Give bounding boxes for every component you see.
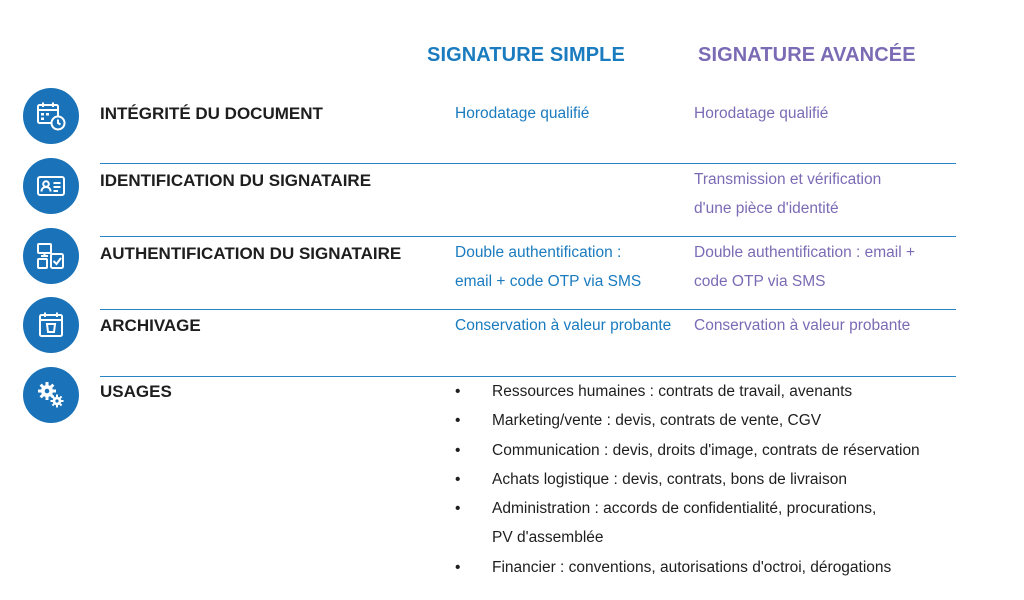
cell-line: Horodatage qualifié (455, 105, 590, 122)
usages-list (455, 377, 955, 582)
column-header-simple: SIGNATURE SIMPLE (427, 44, 625, 66)
cell-line: Conservation à valeur probante (694, 317, 911, 334)
row-divider (100, 236, 956, 237)
list-item (455, 553, 955, 582)
list-item-text: Marketing/vente : devis, contrats de vente, CGV (492, 412, 822, 430)
archive-calendar-icon (23, 297, 79, 353)
bullet: • (455, 558, 461, 576)
cell-line: Transmission et vérification (694, 171, 882, 188)
cell-archivage-simple (455, 311, 685, 340)
cell-integrite-simple (455, 99, 685, 128)
cell-line: email + code OTP via SMS (455, 273, 642, 290)
bullet: • (455, 500, 461, 518)
row-divider (100, 309, 956, 310)
cell-line: Horodatage qualifié (694, 105, 829, 122)
devices-check-icon (23, 228, 79, 284)
column-header-avancee: SIGNATURE AVANCÉE (698, 44, 916, 66)
list-item (455, 406, 955, 435)
bullet: • (455, 412, 461, 430)
row-label-archivage: ARCHIVAGE (100, 316, 201, 335)
cell-authentification-simple (455, 238, 685, 296)
list-item (455, 436, 955, 465)
bullet: • (455, 441, 461, 459)
cell-integrite-avancee (694, 99, 944, 128)
cell-line: code OTP via SMS (694, 273, 826, 290)
cell-line: Conservation à valeur probante (455, 317, 672, 334)
list-item-text: Administration : accords de confidentialité, procurations, PV d'assemblée (492, 500, 877, 547)
row-label-usages: USAGES (100, 382, 172, 401)
cell-authentification-avancee (694, 238, 944, 296)
bullet: • (455, 470, 461, 488)
cell-line: d'une pièce d'identité (694, 200, 839, 217)
bullet: • (455, 383, 461, 400)
list-item-text: Financier : conventions, autorisations d'octroi, dérogations (492, 558, 892, 576)
list-item (455, 494, 955, 553)
row-divider (100, 163, 956, 164)
cell-archivage-avancee (694, 311, 944, 340)
calendar-clock-icon (23, 88, 79, 144)
list-item (455, 377, 955, 406)
list-item-text: Ressources humaines : contrats de travail, avenants (492, 383, 853, 400)
cell-line: Double authentification : (455, 244, 622, 261)
row-label-authentification: AUTHENTIFICATION DU SIGNATAIRE (100, 244, 402, 263)
row-label-identification: IDENTIFICATION DU SIGNATAIRE (100, 171, 372, 190)
gears-icon (23, 367, 79, 423)
cell-identification-avancee (694, 165, 944, 223)
list-item-text: Achats logistique : devis, contrats, bons de livraison (492, 470, 847, 488)
cell-line: Double authentification : email + (694, 244, 916, 261)
id-card-icon (23, 158, 79, 214)
row-label-integrite: INTÉGRITÉ DU DOCUMENT (100, 104, 323, 123)
list-item (455, 465, 955, 494)
list-item-text: Communication : devis, droits d'image, contrats de réservation (492, 441, 920, 459)
